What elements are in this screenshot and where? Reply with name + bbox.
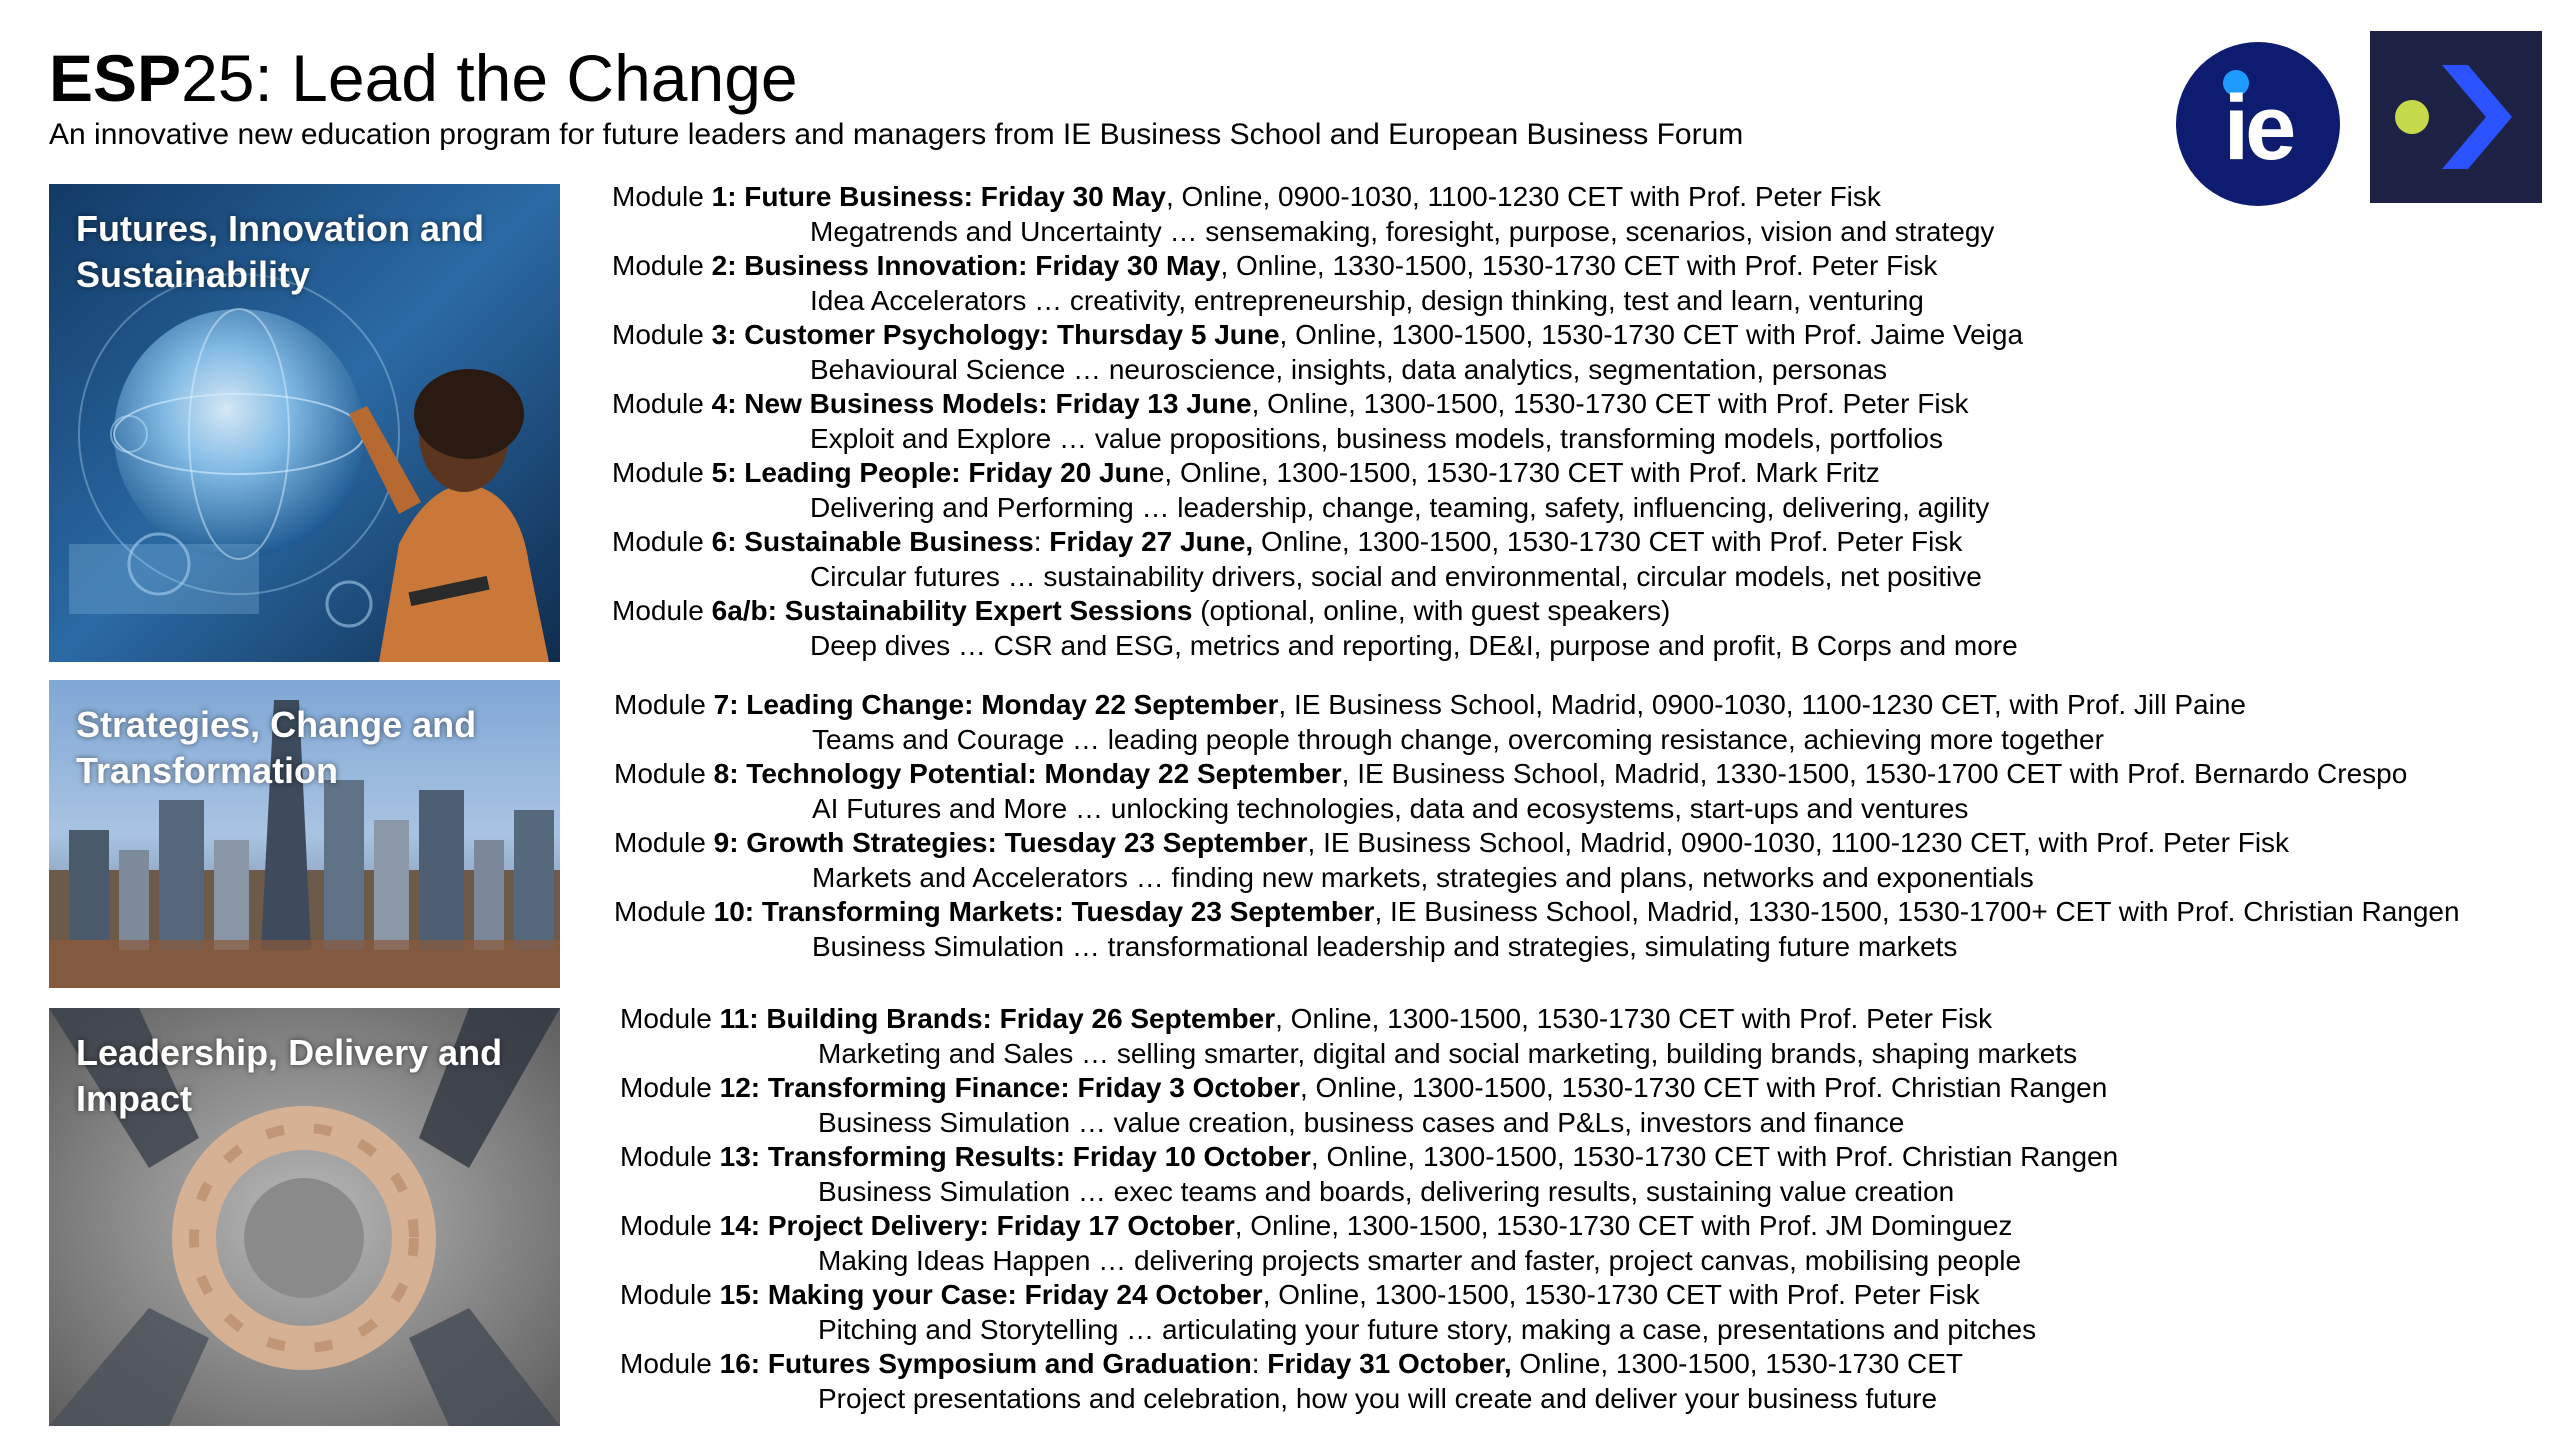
- ebf-logo-icon: [2370, 31, 2542, 203]
- panel-futures-innovation-sustainability: [49, 184, 560, 662]
- module-description: Deep dives … CSR and ESG, metrics and reporting, DE&I, purpose and profit, B Corps and more: [810, 629, 2018, 661]
- module-line: Module 7: Leading Change: Monday 22 September, IE Business School, Madrid, 0900-1030, 1100-1230 CET, with Prof. Jill Paine: [614, 689, 2246, 720]
- ie-logo: [2176, 42, 2340, 206]
- ebf-logo: [2370, 31, 2542, 203]
- module-line: Module 6: Sustainable Business: Friday 27 June, Online, 1300-1500, 1530-1730 CET with Prof. Peter Fisk: [612, 526, 1963, 557]
- module-group-leadership: [620, 1002, 2118, 1416]
- module-line: Module 16: Futures Symposium and Graduation: Friday 31 October, Online, 1300-1500, 1530-1730 CET: [620, 1348, 1964, 1379]
- module-line: Module 4: New Business Models: Friday 13 June, Online, 1300-1500, 1530-1730 CET with Prof. Peter Fisk: [612, 388, 1969, 419]
- module-line: Module 13: Transforming Results: Friday 10 October, Online, 1300-1500, 1530-1730 CET with Prof. Christian Rangen: [620, 1141, 2119, 1172]
- module-description: Business Simulation … exec teams and boards, delivering results, sustaining value creation: [818, 1175, 1955, 1207]
- module-description: Circular futures … sustainability drivers, social and environmental, circular models, net positive: [810, 560, 1982, 592]
- title-bold: ESP: [49, 41, 182, 115]
- panel-label: Leadership, Delivery and Impact: [76, 1032, 503, 1119]
- module-line: Module 12: Transforming Finance: Friday 3 October, Online, 1300-1500, 1530-1730 CET with Prof. Christian Rangen: [620, 1072, 2108, 1103]
- module-description: Making Ideas Happen … delivering projects smarter and faster, project canvas, mobilising people: [818, 1244, 2022, 1276]
- module-description: Megatrends and Uncertainty … sensemaking, foresight, purpose, scenarios, vision and strategy: [810, 215, 1995, 247]
- panel-leadership-delivery-impact: [49, 1008, 560, 1426]
- panel-label: Strategies, Change and Transformation: [76, 704, 477, 791]
- page-subtitle: An innovative new education program for future leaders and managers from IE Business School and European Business Forum: [49, 118, 1744, 151]
- module-line: Module 5: Leading People: Friday 20 June, Online, 1300-1500, 1530-1730 CET with Prof. Mark Fritz: [612, 457, 1880, 488]
- module-group-strategies: [614, 688, 2460, 964]
- page-title: [49, 38, 798, 118]
- module-line: Module 6a/b: Sustainability Expert Sessions (optional, online, with guest speakers): [612, 595, 1671, 626]
- module-description: AI Futures and More … unlocking technologies, data and ecosystems, start-ups and ventures: [812, 792, 1969, 824]
- module-description: Markets and Accelerators … finding new markets, strategies and plans, networks and exponentials: [812, 861, 2034, 893]
- module-description: Teams and Courage … leading people through change, overcoming resistance, achieving more together: [812, 723, 2104, 755]
- module-line: Module 3: Customer Psychology: Thursday 5 June, Online, 1300-1500, 1530-1730 CET with Prof. Jaime Veiga: [612, 319, 2024, 350]
- module-line: Module 10: Transforming Markets: Tuesday 23 September, IE Business School, Madrid, 1330-1500, 1530-1700+ CET with Prof. Christian Rangen: [614, 896, 2460, 927]
- module-line: Module 15: Making your Case: Friday 24 October, Online, 1300-1500, 1530-1730 CET with Prof. Peter Fisk: [620, 1279, 1980, 1310]
- module-line: Module 2: Business Innovation: Friday 30 May, Online, 1330-1500, 1530-1730 CET with Prof. Peter Fisk: [612, 250, 1938, 281]
- panel-strategies-change-transformation: [49, 680, 560, 988]
- module-description: Idea Accelerators … creativity, entrepreneurship, design thinking, test and learn, venturing: [810, 284, 1924, 316]
- module-description: Behavioural Science … neuroscience, insights, data analytics, segmentation, personas: [810, 353, 1888, 385]
- module-group-futures: [612, 180, 2023, 663]
- module-description: Business Simulation … transformational leadership and strategies, simulating future markets: [812, 930, 1958, 962]
- title-rest: 25: Lead the Change: [181, 41, 798, 115]
- panel-label: Futures, Innovation and Sustainability: [76, 208, 485, 295]
- module-description: Pitching and Storytelling … articulating your future story, making a case, presentations and pitches: [818, 1313, 2037, 1345]
- module-line: Module 9: Growth Strategies: Tuesday 23 September, IE Business School, Madrid, 0900-1030, 1100-1230 CET, with Prof. Peter Fisk: [614, 827, 2290, 858]
- module-description: Exploit and Explore … value propositions, business models, transforming models, portfolios: [810, 422, 1944, 454]
- module-line: Module 11: Building Brands: Friday 26 September, Online, 1300-1500, 1530-1730 CET with Prof. Peter Fisk: [620, 1003, 1993, 1034]
- module-description: Delivering and Performing … leadership, change, teaming, safety, influencing, delivering, agility: [810, 491, 1990, 523]
- module-line: Module 14: Project Delivery: Friday 17 October, Online, 1300-1500, 1530-1730 CET with Prof. JM Dominguez: [620, 1210, 2013, 1241]
- module-line: Module 8: Technology Potential: Monday 22 September, IE Business School, Madrid, 1330-1500, 1530-1700 CET with Prof. Bernardo Crespo: [614, 758, 2408, 789]
- module-description: Marketing and Sales … selling smarter, digital and social marketing, building brands, shaping markets: [818, 1037, 2078, 1069]
- module-line: Module 1: Future Business: Friday 30 May, Online, 0900-1030, 1100-1230 CET with Prof. Peter Fisk: [612, 181, 1881, 212]
- module-description: Business Simulation … value creation, business cases and P&Ls, investors and finance: [818, 1106, 1905, 1138]
- ie-logo-text: ie: [2223, 77, 2293, 179]
- module-description: Project presentations and celebration, how you will create and deliver your business future: [818, 1382, 1938, 1414]
